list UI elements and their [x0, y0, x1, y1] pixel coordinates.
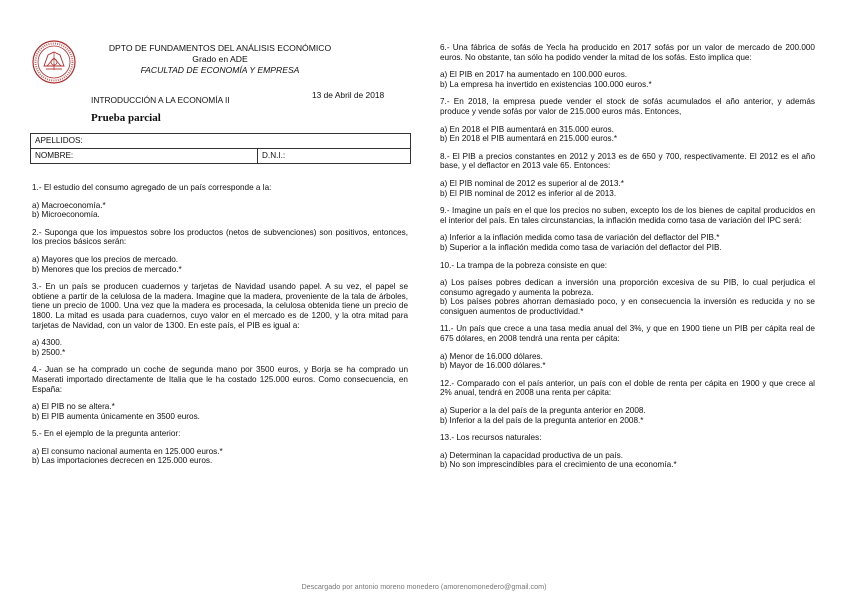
- exam-date: 13 de Abril de 2018: [312, 90, 385, 100]
- question-11: 11.- Un país que crece a una tasa media anual del 3%, y que en 1900 tiene un PIB per cápita real de 675 dólares, en 2008 tendrá una renta per cápita:: [440, 324, 815, 344]
- option-10a: a) Los países pobres dedican a inversión una proporción excesiva de su PIB, lo cual perjudica el consumo agregado y aumenta la pobreza.: [440, 278, 815, 297]
- option-1b: b) Microeconomía.: [32, 210, 100, 220]
- option-9a: a) Inferior a la inflación medida como tasa de variación del deflactor del PIB.*: [440, 233, 720, 243]
- option-8b: b) El PIB nominal de 2012 es inferior al de 2013.: [440, 188, 617, 198]
- right-question-column: [440, 43, 815, 470]
- question-13: 13.- Los recursos naturales:: [440, 433, 542, 443]
- question-9: 9.- Imagine un país en el que los precios no suben, excepto los de los bienes de capital producidos en el interior del país. En tales circunstancias, la inflación medida como tasa de variación del IPC será:: [440, 206, 815, 225]
- name-field[interactable]: [31, 149, 410, 163]
- question-2: 2.- Suponga que los impuestos sobre los productos (netos de subvenciones) son positivos, entonces, los precios básicos serán:: [32, 227, 408, 247]
- option-5b: b) Las importaciones decrecen en 125.000 euros.: [32, 456, 213, 466]
- department-name: DPTO DE FUNDAMENTOS DEL ANÁLISIS ECONÓMICO: [108, 43, 332, 53]
- degree-name: Grado en ADE: [192, 54, 248, 64]
- question-4: 4.- Juan se ha comprado un coche de segunda mano por 3500 euros, y Borja se ha comprado un Maserati importado directamente de Italia que le ha costado 125.000 euros. Como consecuencia, en España:: [32, 365, 408, 394]
- option-13a: a) Determinan la capacidad productiva de un país.: [440, 450, 623, 460]
- option-11a: a) Menor de 16.000 dólares.: [440, 351, 543, 361]
- option-3b: b) 2500.*: [32, 347, 66, 357]
- university-seal-logo: [32, 40, 76, 84]
- option-13b: b) No son imprescindibles para el crecimiento de una economía.*: [440, 460, 677, 470]
- name-label: NOMBRE:: [35, 151, 74, 160]
- question-5: 5.- En el ejemplo de la pregunta anterior:: [32, 429, 181, 439]
- surname-label: APELLIDOS:: [35, 136, 83, 145]
- option-7a: a) En 2018 el PIB aumentará en 315.000 euros.: [440, 124, 614, 134]
- dni-field[interactable]: [257, 149, 285, 163]
- option-3a: a) 4300.: [32, 338, 63, 348]
- department-header: [100, 43, 340, 76]
- faculty-name: FACULTAD DE ECONOMÍA Y EMPRESA: [140, 65, 300, 75]
- option-4b: b) El PIB aumenta únicamente en 3500 euros.: [32, 411, 200, 421]
- download-footer: Descargado por antonio moreno monedero (amorenomonedero@gmail.com): [301, 582, 547, 591]
- option-5a: a) El consumo nacional aumenta en 125.000 euros.*: [32, 446, 223, 456]
- option-6a: a) El PIB en 2017 ha aumentado en 100.000 euros.: [440, 70, 628, 80]
- option-1a: a) Macroeconomía.*: [32, 200, 106, 210]
- surname-field[interactable]: [31, 134, 410, 149]
- option-2b: b) Menores que los precios de mercado.*: [32, 264, 182, 274]
- option-12a: a) Superior a la del país de la pregunta anterior en 2008.: [440, 406, 646, 416]
- question-12: 12.- Comparado con el país anterior, un país con el doble de renta per cápita en 1900 y que crece al 2% anual, tendrá en 2008 una renta per cápita:: [440, 378, 815, 398]
- option-10b: b) Los países pobres ahorran demasiado poco, y en consecuencia la inversión es reducida y no se consiguen aumentos de productividad.*: [440, 297, 815, 316]
- option-4a: a) El PIB no se altera.*: [32, 402, 115, 412]
- student-info-form: [30, 133, 411, 164]
- option-7b: b) En 2018 el PIB aumentará en 215.000 euros.*: [440, 134, 618, 144]
- course-name: INTRODUCCIÓN A LA ECONOMÍA II: [91, 95, 230, 105]
- exam-title: Prueba parcial: [91, 112, 161, 124]
- question-8: 8.- El PIB a precios constantes en 2012 y 2013 es de 650 y 700, respectivamente. El 2012 es el año base, y el deflactor en 2013 vale 65. Entonces:: [440, 151, 815, 171]
- option-11b: b) Mayor de 16.000 dólares.*: [440, 361, 546, 371]
- question-1: 1.- El estudio del consumo agregado de un país corresponde a la:: [32, 183, 272, 192]
- option-9b: b) Superior a la inflación medida como tasa de variación del deflactor del PIB.: [440, 242, 722, 252]
- option-8a: a) El PIB nominal de 2012 es superior al de 2013.*: [440, 178, 624, 188]
- question-3: 3.- En un país se producen cuadernos y tarjetas de Navidad usando papel. A su vez, el papel se obtiene a partir de la celulosa de la madera. Imagine que la madera, proveniente de la tala de árboles, tiene un precio de 1000. Una vez que la madera es procesada, la celulosa obtenida tiene un precio de 1800. La mitad es usada para cuadernos, cuyo valor en el mercado es de 1200, y la otra mitad para tarjetas de Navidad, con un valor de 1300. En este país, el PIB es igual a:: [32, 282, 408, 330]
- option-6b: b) La empresa ha invertido en existencias 100.000 euros.*: [440, 79, 652, 89]
- question-6: 6.- Una fábrica de sofás de Yecla ha producido en 2017 sofás por un valor de mercado de 200.000 euros. No obstante, tan sólo ha podido vender la mitad de los sofás. Esto implica que:: [440, 43, 815, 62]
- question-10: 10.- La trampa de la pobreza consiste en que:: [440, 260, 608, 270]
- option-12b: b) Inferior a la del país de la pregunta anterior en 2008.*: [440, 415, 644, 425]
- left-question-column: [32, 183, 408, 466]
- question-7: 7.- En 2018, la empresa puede vender el stock de sofás acumulados el año anterior, y además produce y vende sofás por valor de 215.000 euros más. Entonces,: [440, 97, 815, 116]
- option-2a: a) Mayores que los precios de mercado.: [32, 254, 179, 264]
- dni-label: D.N.I.:: [262, 151, 286, 160]
